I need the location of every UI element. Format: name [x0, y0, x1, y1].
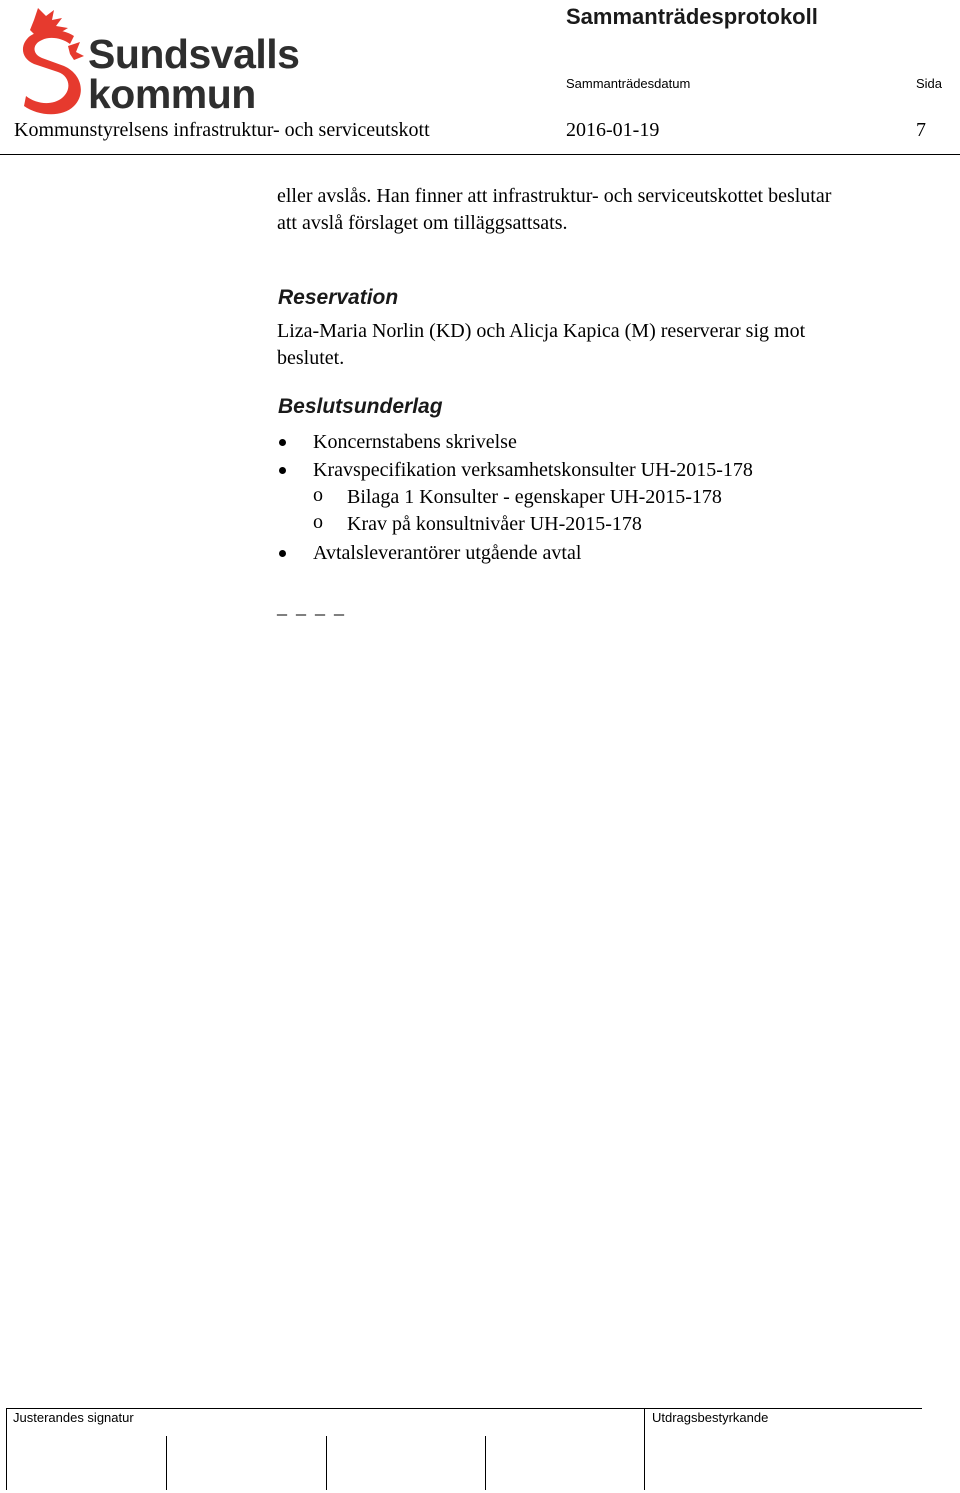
- signature-label: Justerandes signatur: [13, 1410, 134, 1425]
- section-end-marker: _ _ _ _: [277, 596, 346, 618]
- header-divider: [0, 154, 960, 155]
- bullet-icon: [279, 550, 286, 557]
- extract-certification-label: Utdragsbestyrkande: [652, 1410, 769, 1425]
- logo-text-kommun: kommun: [88, 71, 256, 117]
- sundsvalls-kommun-logo: [18, 6, 308, 118]
- page-caption: Sida: [916, 76, 943, 91]
- list-item: Kravspecifikation verksamhetskonsulter UH-2015-178: [313, 459, 753, 481]
- intro-paragraph: [277, 183, 937, 237]
- sub-bullet-icon: o: [313, 511, 323, 533]
- footer-divider: [6, 1408, 922, 1409]
- signature-box-divider: [326, 1436, 327, 1490]
- page-number: 7: [916, 119, 926, 141]
- committee-name: Kommunstyrelsens infrastruktur- och serviceutskott: [14, 119, 430, 141]
- reservation-line-1: Liza-Maria Norlin (KD) och Alicja Kapica (M) reserverar sig mot: [277, 320, 806, 342]
- red-dragon-s-icon: [18, 6, 84, 118]
- list-item: Avtalsleverantörer utgående avtal: [313, 542, 582, 564]
- signature-box-divider: [485, 1436, 486, 1490]
- bullet-icon: [279, 439, 286, 446]
- list-item: Krav på konsultnivåer UH-2015-178: [347, 513, 642, 535]
- list-item: Koncernstabens skrivelse: [313, 431, 517, 453]
- sub-bullet-icon: o: [313, 484, 323, 506]
- reservation-paragraph: [277, 318, 937, 372]
- intro-line-1: eller avslås. Han finner att infrastruktur- och serviceutskottet beslutar: [277, 185, 832, 207]
- meeting-date: 2016-01-19: [566, 119, 660, 141]
- signature-box-divider: [644, 1408, 645, 1490]
- beslutsunderlag-heading: Beslutsunderlag: [278, 395, 443, 418]
- logo-text-sundsvalls: Sundsvalls: [88, 31, 300, 77]
- bullet-icon: [279, 467, 286, 474]
- meeting-date-caption: Sammanträdesdatum: [566, 76, 691, 91]
- footer-left-border: [6, 1408, 7, 1490]
- reservation-line-2: beslutet.: [277, 347, 345, 369]
- reservation-heading: Reservation: [278, 286, 399, 309]
- document-type-title: Sammanträdesprotokoll: [566, 4, 818, 29]
- list-item: Bilaga 1 Konsulter - egenskaper UH-2015-178: [347, 486, 722, 508]
- signature-box-divider: [166, 1436, 167, 1490]
- intro-line-2: att avslå förslaget om tilläggsattsats.: [277, 212, 568, 234]
